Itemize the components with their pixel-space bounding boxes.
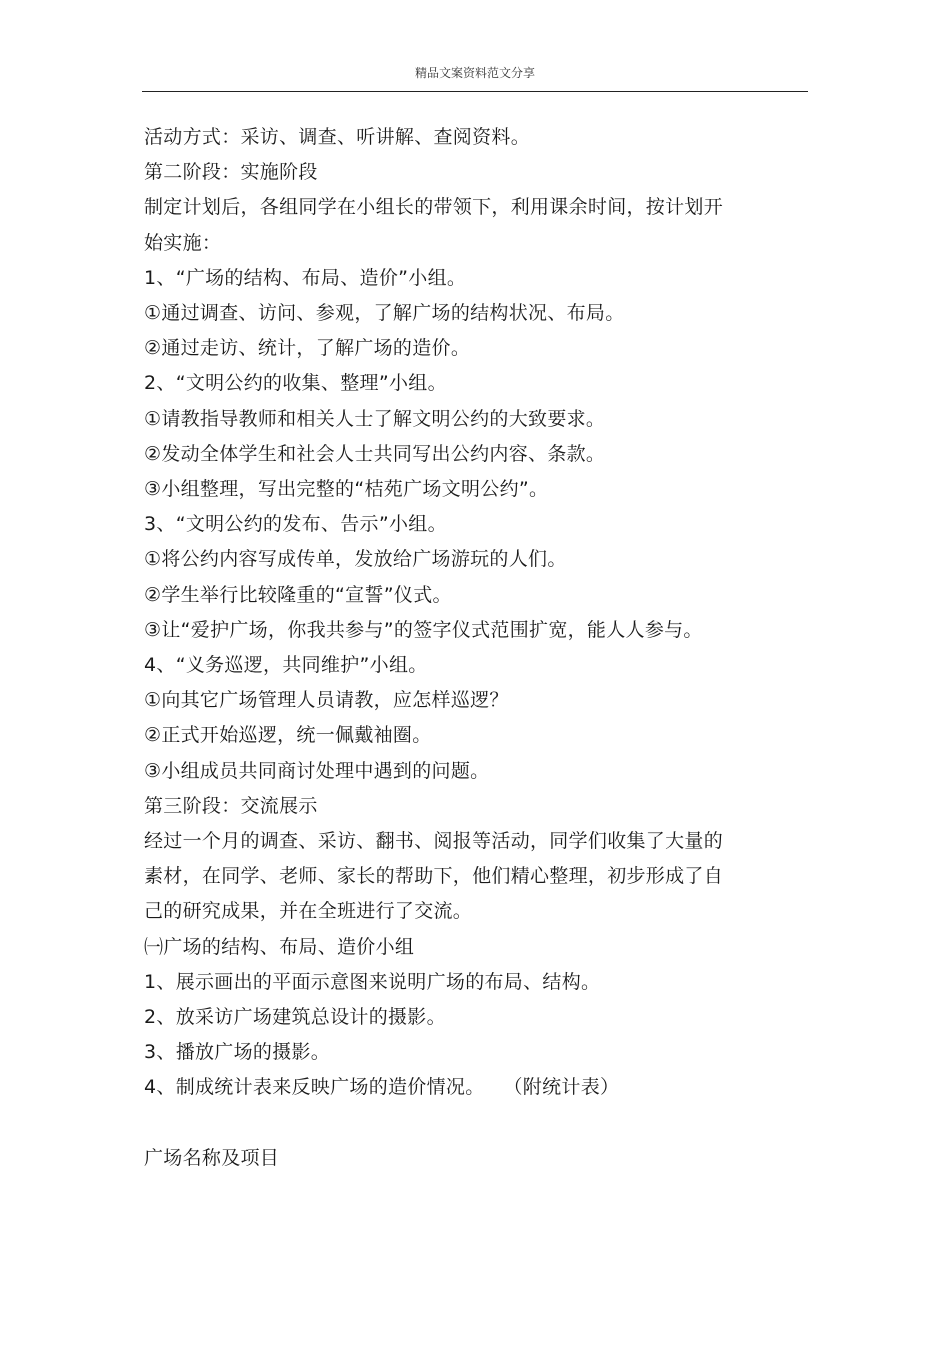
- list-item: 4、制成统计表来反映广场的造价情况。 （附统计表）: [144, 1076, 620, 1099]
- section-heading: 第三阶段：交流展示: [144, 794, 318, 817]
- list-item: ③让“爱护广场，你我共参与”的签字仪式范围扩宽，能人人参与。: [144, 618, 703, 641]
- list-item: 1、展示画出的平面示意图来说明广场的布局、结构。: [144, 970, 601, 993]
- list-item: ②学生举行比较隆重的“宣誓”仪式。: [144, 583, 452, 606]
- list-item: ③小组成员共同商讨处理中遇到的问题。: [144, 759, 490, 782]
- paragraph-line: 制定计划后，各组同学在小组长的带领下，利用课余时间，按计划开: [144, 196, 724, 219]
- paragraph-line: 素材，在同学、老师、家长的帮助下，他们精心整理，初步形成了自: [144, 865, 724, 888]
- blank-space: [144, 1106, 784, 1141]
- paragraph-line: 始实施：: [144, 231, 222, 254]
- list-item: 1、“广场的结构、布局、造价”小组。: [144, 266, 467, 289]
- table-caption: 广场名称及项目: [144, 1146, 280, 1169]
- list-item: 3、播放广场的摄影。: [144, 1041, 331, 1064]
- section-heading: 第二阶段：实施阶段: [144, 161, 318, 184]
- list-item: ②正式开始巡逻，统一佩戴袖圈。: [144, 724, 432, 747]
- list-item: ①通过调查、访问、参观，了解广场的结构状况、布局。: [144, 302, 625, 325]
- list-item: ③小组整理，写出完整的“桔苑广场文明公约”。: [144, 478, 549, 501]
- paragraph-line: 经过一个月的调查、采访、翻书、阅报等活动，同学们收集了大量的: [144, 830, 724, 853]
- list-item: ①请教指导教师和相关人士了解文明公约的大致要求。: [144, 407, 606, 430]
- document-body: [144, 120, 784, 1176]
- list-item: ②通过走访、统计，了解广场的造价。: [144, 337, 471, 360]
- list-item: 4、“义务巡逻，共同维护”小组。: [144, 654, 428, 677]
- list-item: 3、“文明公约的发布、告示”小组。: [144, 513, 447, 536]
- list-item: ①将公约内容写成传单，发放给广场游玩的人们。: [144, 548, 567, 571]
- list-item: 2、放采访广场建筑总设计的摄影。: [144, 1006, 446, 1029]
- list-item: ②发动全体学生和社会人士共同写出公约内容、条款。: [144, 442, 606, 465]
- paragraph-line: 活动方式：采访、调查、听讲解、查阅资料。: [144, 126, 531, 148]
- list-item: 2、“文明公约的收集、整理”小组。: [144, 372, 447, 395]
- page-header: 精品文案资料范文分享: [414, 66, 535, 80]
- subsection-heading: ㈠广场的结构、布局、造价小组: [144, 935, 415, 958]
- paragraph-line: 己的研究成果，并在全班进行了交流。: [144, 900, 473, 923]
- header-rule: [142, 91, 808, 92]
- list-item: ①向其它广场管理人员请教，应怎样巡逻？: [144, 689, 509, 712]
